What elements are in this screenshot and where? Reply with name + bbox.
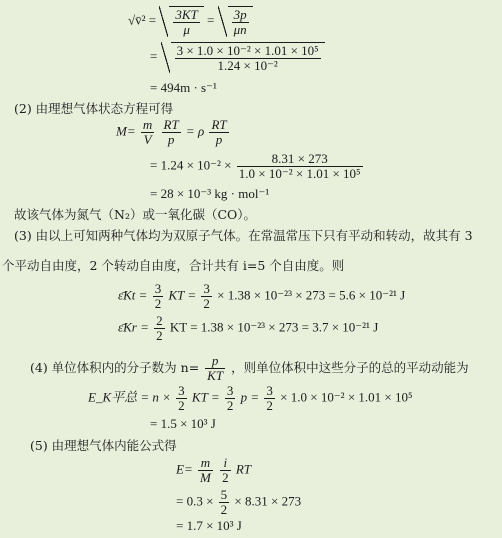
- part3-text-2: 个平动自由度，2 个转动自由度，合计共有 i=5 个自由度。则: [2, 258, 345, 273]
- part5-eq2-f-den: 2: [220, 502, 228, 517]
- part2-eq1-rho: = ρ: [185, 123, 205, 139]
- part3-eq1-mid: KT =: [168, 287, 197, 303]
- part5-f2-num: i: [220, 456, 231, 471]
- part5-eq1-lhs: E=: [176, 461, 193, 477]
- part4-eq-mid2: p =: [240, 389, 260, 405]
- part5-result: = 1.7 × 10³ J: [176, 518, 242, 533]
- part2-f3-num: RT: [211, 117, 227, 132]
- part5-f1-num: m: [198, 456, 213, 471]
- part3-eq1-f-den: 2: [154, 296, 162, 311]
- part2-f3-den: p: [215, 132, 223, 147]
- part4-result: = 1.5 × 10³ J: [150, 416, 216, 431]
- part3-eq2-f-num: 2: [156, 313, 163, 328]
- part4-text: [30, 354, 469, 383]
- part2-eq1: [116, 118, 231, 147]
- vrms-sqrt-3: [161, 42, 325, 73]
- part2-conclusion: 故该气体为氮气（N₂）或一氧化碳（CO）。: [14, 207, 257, 222]
- part2-eq2-num: 8.31 × 273: [237, 152, 363, 167]
- part4-text-f-den: KT: [207, 368, 224, 383]
- vrms-formula: √v̄² = $\frac{3KT}{\mu}$ = $\frac{3p}{\mu n}$: [128, 6, 253, 37]
- part4-eq-lhs: E_K平总 = n ×: [88, 389, 171, 405]
- vrms-sqrt2-num: 3p: [232, 8, 249, 23]
- part4-text-f-num: p: [205, 354, 225, 369]
- part4-eq-f3-den: 2: [266, 398, 273, 413]
- part5-f1-den: M: [199, 470, 211, 485]
- vrms-line2-den: 1.24 × 10⁻²: [217, 58, 278, 73]
- part4-eq-f2-den: 2: [226, 398, 234, 413]
- part3-eq1-f2-num: 3: [203, 281, 210, 296]
- part4-eq-f-num: 3: [178, 383, 185, 398]
- part3-eq2-f-den: 2: [156, 328, 163, 343]
- part3-eq1-f-num: 3: [154, 281, 162, 296]
- part2-eq1-lhs: M=: [116, 123, 136, 139]
- vrms-line2-num: 3 × 1.0 × 10⁻² × 1.01 × 10⁵: [176, 43, 319, 58]
- part4-eq-rest: × 1.0 × 10⁻² × 1.01 × 10⁵: [280, 389, 413, 405]
- part4-eq-f-den: 2: [178, 398, 185, 413]
- part5-eq1-rt: RT: [235, 461, 251, 477]
- part2-eq3: = 28 × 10⁻³ kg · mol⁻¹: [150, 186, 270, 201]
- part3-eq1-rest: × 1.38 × 10⁻²³ × 273 = 5.6 × 10⁻²¹ J: [217, 287, 406, 303]
- part3-eq1: [118, 282, 405, 311]
- vrms-lhs: √v̄²: [128, 12, 146, 28]
- part4-eq-f3-num: 3: [266, 383, 273, 398]
- part3-eq1-f2-den: 2: [203, 296, 210, 311]
- part2-f1-den: V: [143, 132, 152, 147]
- part2-eq2-pre: = 1.24 × 10⁻² ×: [150, 157, 232, 173]
- part2-f1-num: m: [142, 117, 153, 132]
- part4-eq-f2-num: 3: [226, 383, 234, 398]
- part2-f2-num: RT: [163, 117, 179, 132]
- part2-f2-den: p: [167, 132, 175, 147]
- vrms-sqrt-1: [159, 6, 203, 37]
- part3-eq2: [118, 314, 378, 343]
- vrms-sqrt1-den: μ: [183, 22, 190, 37]
- part4-text-pre: (4) 单位体积内的分子数为 n=: [30, 360, 200, 375]
- part2-eq2-den: 1.0 × 10⁻² × 1.01 × 10⁵: [238, 166, 361, 181]
- part2-heading: (2) 由理想气体状态方程可得: [14, 101, 174, 116]
- part3-eq2-rest: KT = 1.38 × 10⁻²³ × 273 = 3.7 × 10⁻²¹ J: [169, 319, 379, 335]
- part5-eq2-rest: × 8.31 × 273: [234, 493, 302, 509]
- part5-eq2: [176, 488, 301, 517]
- part5-heading: (5) 由理想气体内能公式得: [30, 438, 177, 453]
- vrms-sqrt-2: [218, 6, 253, 37]
- part5-eq1: [176, 456, 251, 485]
- part3-eq2-lhs: ε̄Kr =: [118, 319, 149, 335]
- vrms-sqrt2-den: μn: [233, 22, 247, 37]
- part4-text-post: ，则单位体积中这些分子的总的平动动能为: [231, 360, 469, 375]
- part5-eq2-f-num: 5: [220, 487, 228, 502]
- part4-eq-mid: KT =: [191, 389, 220, 405]
- vrms-line2: = $\frac{\text{3 × 1.0 × 10⁻² × 1.01 × 10⁵}}{\text{1.24 × 10⁻²}}$: [150, 42, 325, 73]
- vrms-sqrt1-num: 3KT: [175, 7, 198, 22]
- part3-text-1: (3) 由以上可知两种气体均为双原子气体。在常温常压下只有平动和转动，故其有 3: [14, 228, 473, 243]
- part4-eq: [88, 384, 413, 413]
- part5-f2-den: 2: [222, 470, 229, 485]
- vrms-result: = 494m · s⁻¹: [150, 80, 217, 95]
- part3-eq1-lhs: ε̄Kt =: [118, 287, 148, 303]
- part2-eq2: [150, 152, 365, 181]
- part5-eq2-pre: = 0.3 ×: [176, 493, 214, 509]
